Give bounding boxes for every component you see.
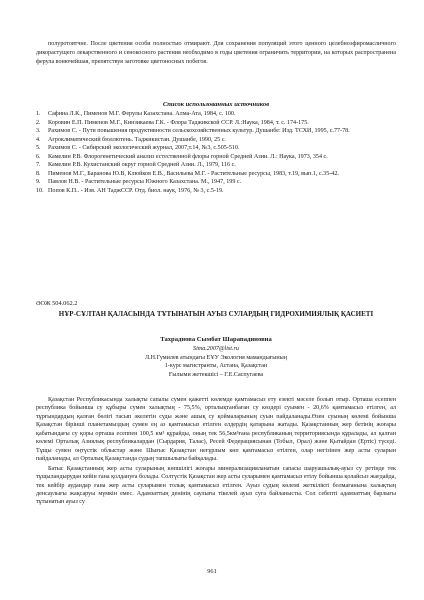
reference-number: 7. <box>36 162 41 168</box>
author-name: Тахраднова Сымбат Шарападиновна <box>160 336 272 343</box>
reference-number: 4. <box>36 136 41 143</box>
reference-item <box>36 110 396 119</box>
reference-item <box>36 161 396 170</box>
supervisor-line: Ғылыми жетекшісі – Г.Е.Саспугаева <box>168 371 264 378</box>
intro-paragraph: полуротовтчне. После цветения особи полностью отмирают. Для сохранения популяций этого ценного целебноэфиромасличного дикорастущего лекарственного и сенокосного растения необходимо в годы цветения ограничить территории, на которых распространена ферула вонючейшая, препятствуя заготовке цветоносных побегов. <box>36 41 396 65</box>
reference-number: 2. <box>36 119 41 126</box>
reference-text: Коровин Е.П. Пименов М.Г., Кинзикаева Г.К. - Флора Таджикской ССР. Л.:Наука, 1984, т. с. 174-175. <box>48 119 309 126</box>
article-body <box>36 396 396 508</box>
reference-item <box>36 153 396 162</box>
reference-text: Павлов Н.В. - Растительные ресурсы Южного Казахстана. М., 1947, 199 с. <box>48 179 242 185</box>
affiliation-line: 1-курс магистранты, Астана, Қазақстан <box>164 363 268 369</box>
reference-number: 3. <box>36 128 41 134</box>
reference-item <box>36 144 396 153</box>
reference-number: 9. <box>36 179 41 185</box>
reference-number: 8. <box>36 170 41 177</box>
author-email: Sima.2007@list.ru <box>193 346 239 352</box>
reference-item <box>36 170 396 179</box>
reference-item <box>36 127 396 136</box>
reference-text: Попов К.П.. - Изв. АН ТаджССР. Отд. биол. наук, 1976, № 3, с.5-19. <box>48 187 224 194</box>
reference-text: Камелин Р.В. Флорогенетический анализ естественной флоры горной Средней Азии. Л.: Наука, 1973, 354 с. <box>48 153 328 160</box>
references-list <box>36 110 396 195</box>
reference-number: 1. <box>36 111 41 117</box>
reference-text: Сафина Л.К., Пименов М.Г. Ферулы Казахстана. Алма-Ата, 1984, с. 100. <box>48 111 236 117</box>
reference-item <box>36 136 396 145</box>
reference-text: Агроклиматический бюллютень. Таджикистан. Душанбе, 1990, 25 с. <box>48 136 226 143</box>
author-affiliation <box>36 345 396 379</box>
affiliation-line: Л.Н.Гумилев атындағы ЕҰУ Экология мамандығының <box>144 354 288 361</box>
page-number: 961 <box>207 568 217 575</box>
reference-number: 10. <box>36 187 44 194</box>
reference-item <box>36 178 396 187</box>
reference-number: 5. <box>36 145 41 151</box>
references-heading: Список использованных источников <box>162 101 270 108</box>
article-title: НҰР-СҰЛТАН ҚАЛАСЫНДА ТҰТЫНАТЫН АУЫЗ СУЛАРДЫҢ ГИДРОХИМИЯЛЫҚ ҚАСИЕТІ <box>58 310 374 318</box>
reference-text: Рахимов С. - Пути повышения продуктивности сельскохозяйственных культур. Душанбе: Изд. ТСХИ, 1995, с.77-78. <box>48 128 350 134</box>
reference-item <box>36 119 396 128</box>
body-paragraph: Батыс Қазақстанның жер асты суларының көпшілігі жоғары минерализацияланатын сапасы шаруашылық-ауыз су ретінде тек тұщыландырудан кейін ғана қолдануға болады. Солтүстік Қазақстан жер асты суларымен қамтамасыз етілу бойынша қолайсыз жағдайда, тек кейбір аудандар ғана жер асты суларымен толық қамтамасыз етілген. Ауыз судың көлемі жеткілікті болмағанына халықтың денсаулығы жақсаруы мүмкін емес. Адамзаттың денінің саулығы тікелей ауыз суға байланысты. Сол себепті адамзаттың барлығы тұтынатын ауыз су <box>36 465 396 506</box>
reference-text: Камелин Р.В. Кухистанский округ горной Средней Азии. Л., 1979, 116 с. <box>48 162 236 168</box>
reference-item <box>36 187 396 196</box>
body-paragraph: Қазақстан Республикасында халықты сапалы сумен қажетті көлемде қамтамасыз ету езекті мәселе болып отыр. Орташа есеппен республика бойынша су құбыры сумен халықтың - 75,5%, орталықтанбаған су көздері суымен - 20,6% қамтамасыз етілген, ал тұрғындардың қалған бөлігі тасып әкелетін суды және ашық су қоймаларының суын пайдаланады.Өзен суының көлемі бойынша Қазақстан бірінші планетамыздың сумен ең аз қамтамасыз етілген елдердің қатарына жатады. Қазақстанның жер бетінің жоғары қабатындағы су қоры орташа есеппен 100,5 км³ құрайды, оның тек 56,5км³ғана республиканың территориясында құралады, ал қалған көлемі Орталық Азиялық республикалардан (Сырдария, Талас), Ресей Федерациясынан (Тобыл, Орал) және Қытайдан (Ертіс) түседі. Тұщы сумен оңтүстік облыстар және Шығыс Қазақстан неғұрлым көп қамтамасыз етілген, олар негізінен жер асты суларын пайдаланады, ал Орталық Қазақстанда судың тапшылығы байқалады. <box>36 397 396 463</box>
udc-code: ӘОЖ 504.062.2 <box>36 300 78 307</box>
reference-number: 6. <box>36 153 41 160</box>
reference-text: Пименов М.Г., Баранова Ю.В, Клюйков Е.В., Васильева М.Г. - Растительные ресурсы, 1983, т.19, вып.1, с.35-42. <box>48 170 339 177</box>
reference-text: Рахимов С. - Сибирский экологический журнал, 2007,т.14, №3, с.505-510. <box>48 145 240 151</box>
